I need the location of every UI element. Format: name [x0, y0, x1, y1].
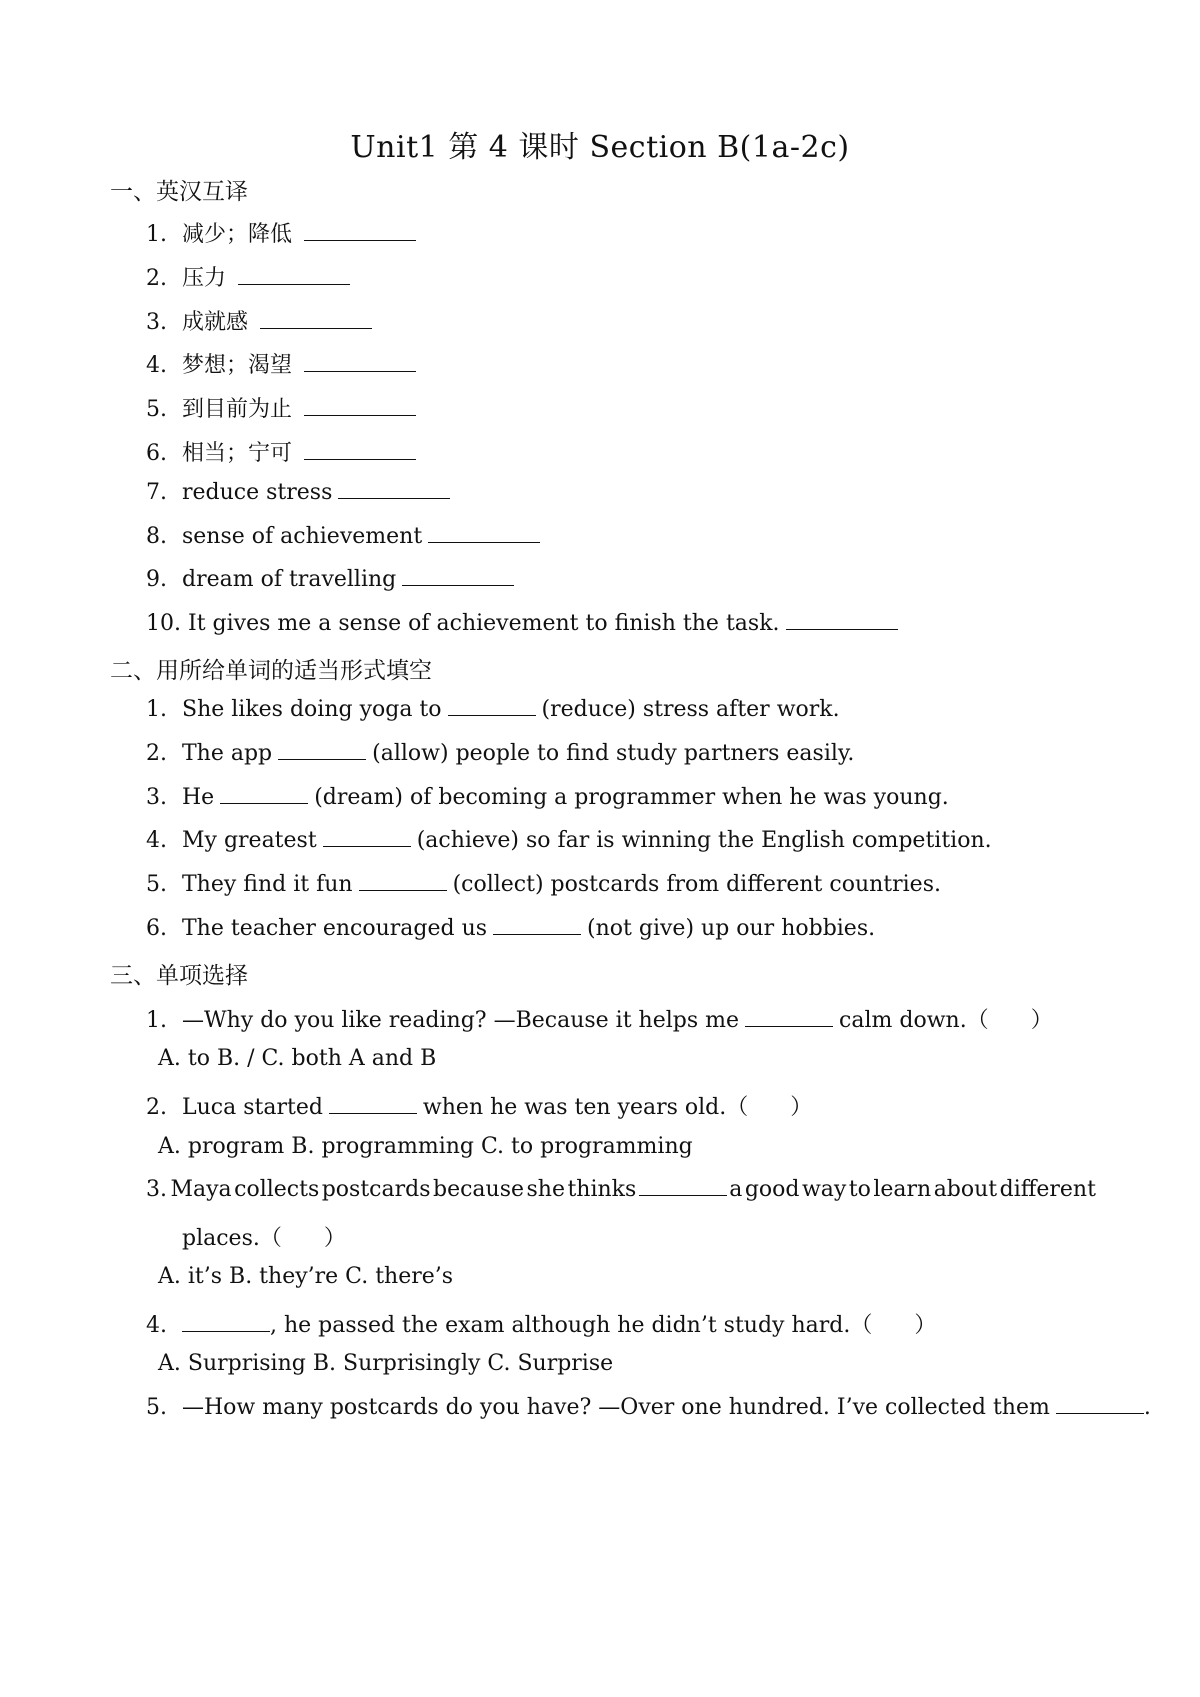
question-5: 5. —How many postcards do you have? —Over one hundred. I’ve collected them . [146, 1395, 1151, 1420]
options-line: A. program B. programming C. to programming [158, 1134, 693, 1159]
answer-blank[interactable] [182, 1313, 270, 1332]
answer-blank[interactable] [323, 828, 411, 847]
list-item: 3. He (dream) of becoming a programmer when he was young. [146, 785, 949, 810]
answer-blank[interactable] [220, 785, 308, 804]
section-heading-multiple-choice: 三、单项选择 [110, 963, 248, 989]
answer-blank[interactable] [1056, 1395, 1144, 1414]
list-item: 6. The teacher encouraged us (not give) up our hobbies. [146, 916, 876, 941]
list-item: 4. 梦想；渴望 [146, 348, 422, 379]
section-heading-word-forms: 二、用所给单词的适当形式填空 [110, 658, 432, 684]
list-item: 1. 减少；降低 [146, 217, 422, 248]
list-item: 10. It gives me a sense of achievement to finish the task. [146, 611, 904, 636]
answer-blank[interactable] [493, 916, 581, 935]
question-3-line: 3. Maya collects postcards because she thinks a good way to learn about different [146, 1177, 1096, 1202]
answer-blank[interactable] [359, 872, 447, 891]
list-item: 6. 相当；宁可 [146, 436, 422, 467]
answer-blank[interactable] [278, 741, 366, 760]
options-line: A. it’s B. they’re C. there’s [158, 1264, 454, 1289]
list-item: 9. dream of travelling [146, 567, 520, 592]
answer-blank[interactable] [428, 524, 540, 543]
list-item: 5. 到目前为止 [146, 392, 422, 423]
answer-blank[interactable] [238, 266, 350, 285]
question-2: 2. Luca started when he was ten years old.（ ） [146, 1095, 813, 1120]
answer-blank[interactable] [304, 441, 416, 460]
answer-blank[interactable] [304, 222, 416, 241]
answer-blank[interactable] [786, 611, 898, 630]
answer-blank[interactable] [745, 1008, 833, 1027]
answer-blank[interactable] [402, 567, 514, 586]
answer-blank[interactable] [304, 353, 416, 372]
question-1: 1. —Why do you like reading? —Because it helps me calm down.（ ） [146, 1008, 1053, 1033]
options-line: A. Surprising B. Surprisingly C. Surprise [158, 1351, 614, 1376]
answer-blank[interactable] [448, 697, 536, 716]
question-3 [146, 1177, 1096, 1202]
list-item: 3. 成就感 [146, 305, 378, 336]
list-item: 2. The app (allow) people to find study partners easily. [146, 741, 855, 766]
answer-blank[interactable] [260, 310, 372, 329]
list-item: 8. sense of achievement [146, 524, 546, 549]
answer-blank[interactable] [338, 480, 450, 499]
question-3-continuation: places.（ ） [182, 1226, 346, 1251]
list-item: 5. They find it fun (collect) postcards from different countries. [146, 872, 941, 897]
answer-blank[interactable] [329, 1095, 417, 1114]
list-item: 7. reduce stress [146, 480, 456, 505]
list-item: 2. 压力 [146, 261, 356, 292]
options-line: A. to B. / C. both A and B [158, 1046, 437, 1071]
section-heading-translation: 一、英汉互译 [110, 179, 248, 205]
page-title: Unit1 第 4 课时 Section B(1a-2c) [350, 130, 850, 165]
list-item: 1. She likes doing yoga to (reduce) stress after work. [146, 697, 840, 722]
answer-blank[interactable] [639, 1177, 727, 1196]
list-item: 4. My greatest (achieve) so far is winning the English competition. [146, 828, 992, 853]
answer-blank[interactable] [304, 397, 416, 416]
question-4: 4. , he passed the exam although he didn’t study hard.（ ） [146, 1313, 937, 1338]
